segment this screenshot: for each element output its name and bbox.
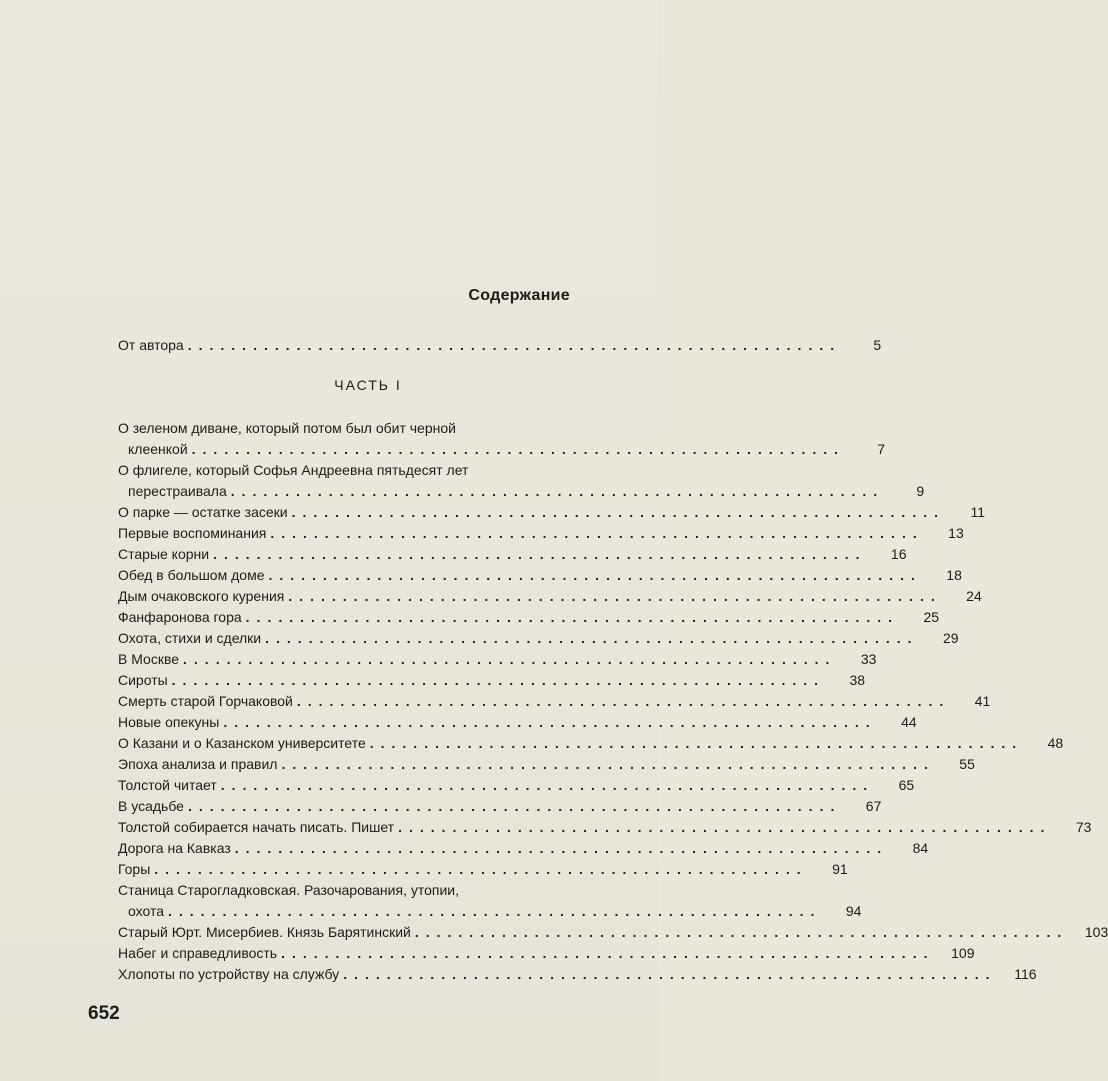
toc-page-number: 5 (873, 337, 882, 353)
toc-entry (118, 712, 917, 733)
toc-entry (118, 691, 991, 712)
leader-dots: ............................................................ (191, 441, 846, 457)
leader-dots: ............................................................ (414, 924, 1069, 940)
toc-entry-label: Дорога на Кавказ (118, 840, 231, 856)
toc-page-number: 25 (923, 609, 940, 625)
leader-dots: ............................................................ (168, 903, 822, 919)
toc-page-number: 91 (832, 861, 848, 877)
toc-entry (118, 775, 915, 796)
leader-dots: ............................................................ (183, 651, 837, 667)
toc-entry-label: В усадьбе (118, 798, 184, 814)
toc-page-number: 84 (912, 840, 929, 856)
leader-dots: ............................................................ (234, 840, 889, 856)
toc-entry-label: Дым очаковского курения (118, 588, 285, 604)
leader-dots: ............................................................ (281, 756, 935, 772)
toc-entry (118, 460, 925, 502)
toc-entry (118, 628, 959, 649)
page-title: Содержание (468, 287, 570, 304)
toc-entry (118, 838, 929, 859)
toc-entry (118, 607, 940, 628)
toc-entry (118, 565, 962, 586)
toc-page-number: 38 (849, 672, 866, 688)
leader-dots: ............................................................ (268, 567, 922, 583)
toc-page-number: 29 (942, 630, 959, 646)
toc-entry (118, 544, 907, 565)
toc-entry-label: Охота, стихи и сделки (118, 630, 262, 646)
toc-entry-foreword (118, 335, 882, 356)
toc-entry-label: Толстой собирается начать писать. Пишет (118, 819, 395, 835)
toc-entry-label: Новые опекуны (118, 714, 220, 730)
leader-dots: ............................................................ (213, 546, 867, 562)
leader-dots: ............................................................ (343, 966, 997, 982)
toc-entry-label: Горы (118, 861, 151, 877)
toc-entry (118, 754, 975, 775)
leader-dots: ............................................................ (230, 483, 885, 499)
toc-page-number: 94 (845, 903, 862, 919)
toc-entry (118, 880, 862, 922)
leader-dots: ............................................................ (288, 588, 942, 604)
toc-page-number: 33 (860, 651, 877, 667)
toc-page-number: 109 (951, 945, 975, 961)
toc-entry (118, 817, 1092, 838)
table-of-contents (118, 418, 1108, 985)
toc-entry (118, 733, 1064, 754)
toc-entry-label: Эпоха анализа и правил (118, 756, 278, 772)
toc-entry-label: Старый Юрт. Мисербиев. Князь Барятинский (118, 924, 411, 940)
page-number: 652 (88, 1003, 120, 1024)
leader-dots: ............................................................ (223, 714, 877, 730)
toc-entry (118, 922, 1108, 943)
toc-entry-label: Смерть старой Горчаковой (118, 693, 293, 709)
toc-page-number: 116 (1014, 966, 1037, 982)
toc-entry (118, 502, 985, 523)
toc-entry-label: Набег и справедливость (118, 945, 278, 961)
toc-page-number: 18 (946, 567, 962, 583)
toc-entry-label: Обед в большом доме (118, 567, 265, 583)
toc-entry-label: Первые воспоминания (118, 525, 267, 541)
leader-dots: ............................................................ (296, 693, 951, 709)
toc-entry (118, 586, 982, 607)
toc-entry-label: Хлопоты по устройству на службу (118, 966, 340, 982)
leader-dots: ............................................................ (154, 861, 808, 877)
toc-entry-line: О зеленом диване, который потом был обит черной (118, 420, 456, 436)
toc-entry-label: Сироты (118, 672, 168, 688)
toc-page-number: 16 (890, 546, 907, 562)
leader-dots: ............................................................ (270, 525, 924, 541)
toc-page-number: 9 (916, 483, 925, 499)
toc-entry-label: Фанфаронова гора (118, 609, 242, 625)
toc-page-number: 24 (966, 588, 982, 604)
toc-page-number: 103 (1084, 924, 1108, 940)
leader-dots: ............................................................ (171, 672, 826, 688)
toc-page-number: 13 (948, 525, 964, 541)
toc-page-number: 41 (974, 693, 991, 709)
toc-page-number: 67 (865, 798, 882, 814)
part-heading: ЧАСТЬ I (334, 377, 402, 393)
toc-page-number: 11 (970, 504, 985, 520)
toc-entry-label: От автора (118, 337, 184, 353)
toc-entry (118, 964, 1037, 985)
leader-dots: ............................................................ (220, 777, 875, 793)
toc-page-number: 44 (901, 714, 917, 730)
toc-page-number: 48 (1047, 735, 1064, 751)
toc-entry-label: О Казани и о Казанском университете (118, 735, 366, 751)
leader-dots: ............................................................ (369, 735, 1024, 751)
leader-dots: ............................................................ (187, 798, 842, 814)
toc-page-number: 7 (877, 441, 886, 457)
toc-entry-label: Толстой читает (118, 777, 217, 793)
toc-entry-continuation: охота (128, 903, 164, 919)
toc-entry (118, 523, 964, 544)
toc-entry-label: Старые корни (118, 546, 210, 562)
leader-dots: ............................................................ (265, 630, 919, 646)
toc-entry (118, 796, 882, 817)
toc-entry-line: Станица Старогладковская. Разочарования, утопии, (118, 882, 459, 898)
toc-entry (118, 670, 866, 691)
toc-entry-continuation: клеенкой (128, 441, 188, 457)
leader-dots: ............................................................ (291, 504, 945, 520)
toc-entry-label: О парке — остатке засеки (118, 504, 288, 520)
toc-entry (118, 649, 877, 670)
toc-entry (118, 943, 975, 964)
leader-dots: ............................................................ (281, 945, 935, 961)
leader-dots: ............................................................ (187, 337, 842, 353)
toc-entry (118, 859, 848, 880)
toc-page-number: 73 (1075, 819, 1092, 835)
toc-page-number: 55 (959, 756, 975, 772)
toc-entry-continuation: перестраивала (128, 483, 227, 499)
leader-dots: ............................................................ (398, 819, 1052, 835)
toc-entry-label: В Москве (118, 651, 180, 667)
toc-page-number: 65 (898, 777, 915, 793)
toc-entry (118, 418, 886, 460)
toc-entry-line: О флигеле, который Софья Андреевна пятьдесят лет (118, 462, 469, 478)
leader-dots: ............................................................ (245, 609, 900, 625)
